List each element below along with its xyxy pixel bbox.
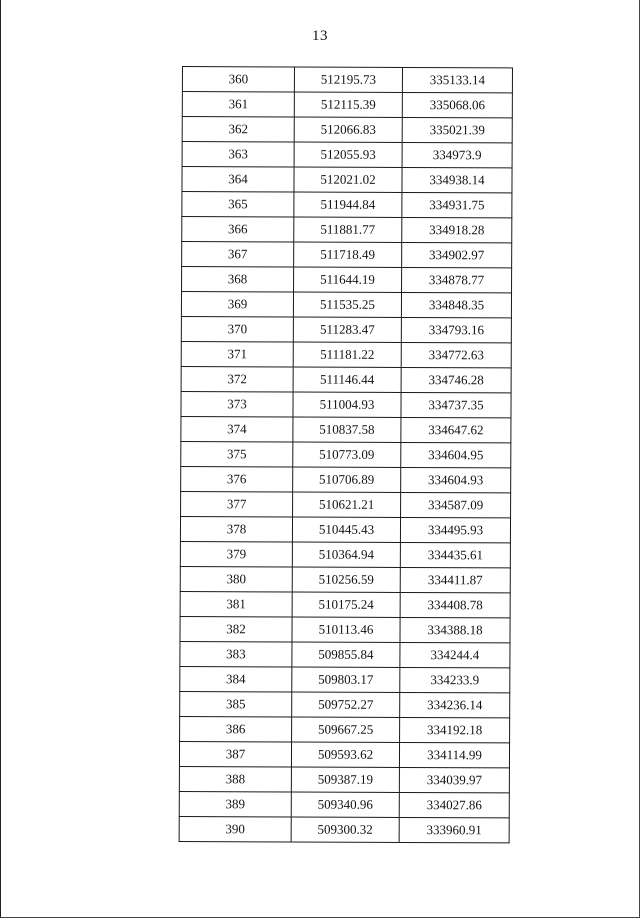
table-row <box>181 466 511 492</box>
x-coordinate-cell: 510364.94 <box>292 542 400 567</box>
point-number-cell: 361 <box>182 92 294 117</box>
x-coordinate-cell: 512195.73 <box>294 67 402 92</box>
x-coordinate-cell: 511004.93 <box>293 392 401 417</box>
point-number-cell: 384 <box>180 666 292 691</box>
x-coordinate-cell: 512066.83 <box>294 117 402 142</box>
table-row <box>181 292 511 318</box>
table-row <box>181 316 511 342</box>
table-row <box>179 816 509 842</box>
point-number-cell: 386 <box>180 716 292 741</box>
point-number-cell: 389 <box>179 791 291 816</box>
y-coordinate-cell: 334604.95 <box>401 442 511 467</box>
table-row <box>182 267 512 293</box>
point-number-cell: 383 <box>180 641 292 666</box>
x-coordinate-cell: 511535.25 <box>293 292 401 317</box>
x-coordinate-cell: 511181.22 <box>293 342 401 367</box>
table-row <box>180 641 510 667</box>
point-number-cell: 366 <box>182 217 294 242</box>
x-coordinate-cell: 510621.21 <box>293 492 401 517</box>
y-coordinate-cell: 334772.63 <box>401 342 511 367</box>
table-row <box>180 691 510 717</box>
table-row <box>180 591 510 617</box>
point-number-cell: 369 <box>181 292 293 317</box>
y-coordinate-cell: 334244.4 <box>400 642 510 667</box>
y-coordinate-cell: 334388.18 <box>400 617 510 642</box>
x-coordinate-cell: 509855.84 <box>292 642 400 667</box>
x-coordinate-cell: 510113.46 <box>292 617 400 642</box>
y-coordinate-cell: 334236.14 <box>400 692 510 717</box>
point-number-cell: 381 <box>180 591 292 616</box>
point-number-cell: 370 <box>181 316 293 341</box>
x-coordinate-cell: 510256.59 <box>292 567 400 592</box>
x-coordinate-cell: 510175.24 <box>292 592 400 617</box>
table-row <box>182 217 512 243</box>
point-number-cell: 378 <box>180 516 292 541</box>
y-coordinate-cell: 334848.35 <box>401 292 511 317</box>
point-number-cell: 387 <box>179 741 291 766</box>
table-row <box>179 791 509 817</box>
y-coordinate-cell: 334027.86 <box>399 792 509 817</box>
point-number-cell: 379 <box>180 541 292 566</box>
y-coordinate-cell: 334408.78 <box>400 592 510 617</box>
x-coordinate-cell: 511944.84 <box>294 192 402 217</box>
x-coordinate-cell: 511881.77 <box>294 217 402 242</box>
y-coordinate-cell: 334587.09 <box>401 492 511 517</box>
table-row <box>179 766 509 792</box>
y-coordinate-cell: 334918.28 <box>402 217 512 242</box>
y-coordinate-cell: 334411.87 <box>400 567 510 592</box>
table-row <box>180 666 510 692</box>
x-coordinate-cell: 512055.93 <box>294 142 402 167</box>
y-coordinate-cell: 334233.9 <box>400 667 510 692</box>
table-row <box>182 142 512 168</box>
page-number: 13 <box>312 28 328 44</box>
point-number-cell: 363 <box>182 142 294 167</box>
point-number-cell: 371 <box>181 341 293 366</box>
point-number-cell: 373 <box>181 391 293 416</box>
x-coordinate-cell: 512115.39 <box>294 92 402 117</box>
table-row <box>180 566 510 592</box>
point-number-cell: 372 <box>181 366 293 391</box>
point-number-cell: 365 <box>182 192 294 217</box>
point-number-cell: 390 <box>179 816 291 841</box>
y-coordinate-cell: 334604.93 <box>401 467 511 492</box>
y-coordinate-cell: 333960.91 <box>399 817 509 842</box>
y-coordinate-cell: 334495.93 <box>400 517 510 542</box>
y-coordinate-cell: 335068.06 <box>402 92 512 117</box>
x-coordinate-cell: 509752.27 <box>292 692 400 717</box>
table-row <box>180 616 510 642</box>
point-number-cell: 364 <box>182 167 294 192</box>
table-row <box>181 366 511 392</box>
coordinates-table <box>179 66 513 843</box>
point-number-cell: 367 <box>182 242 294 267</box>
y-coordinate-cell: 334192.18 <box>400 717 510 742</box>
table-row <box>180 541 510 567</box>
x-coordinate-cell: 509803.17 <box>292 667 400 692</box>
table-row <box>181 416 511 442</box>
table-row <box>181 391 511 417</box>
point-number-cell: 377 <box>181 491 293 516</box>
table-row <box>182 192 512 218</box>
x-coordinate-cell: 511283.47 <box>293 317 401 342</box>
x-coordinate-cell: 510706.89 <box>293 467 401 492</box>
x-coordinate-cell: 509340.96 <box>291 792 399 817</box>
y-coordinate-cell: 334114.99 <box>399 742 509 767</box>
table-row <box>182 67 512 93</box>
point-number-cell: 380 <box>180 566 292 591</box>
x-coordinate-cell: 511146.44 <box>293 367 401 392</box>
point-number-cell: 360 <box>182 67 294 92</box>
y-coordinate-cell: 334435.61 <box>400 542 510 567</box>
table-row <box>182 92 512 118</box>
table-row <box>181 491 511 517</box>
table-row <box>182 242 512 268</box>
point-number-cell: 376 <box>181 466 293 491</box>
y-coordinate-cell: 334938.14 <box>402 167 512 192</box>
point-number-cell: 388 <box>179 766 291 791</box>
point-number-cell: 375 <box>181 441 293 466</box>
y-coordinate-cell: 334647.62 <box>401 417 511 442</box>
point-number-cell: 382 <box>180 616 292 641</box>
point-number-cell: 362 <box>182 117 294 142</box>
point-number-cell: 374 <box>181 416 293 441</box>
table-row <box>182 167 512 193</box>
table-row <box>181 441 511 467</box>
y-coordinate-cell: 335021.39 <box>402 117 512 142</box>
x-coordinate-cell: 510773.09 <box>293 442 401 467</box>
y-coordinate-cell: 334973.9 <box>402 142 512 167</box>
x-coordinate-cell: 509300.32 <box>291 817 399 842</box>
y-coordinate-cell: 334793.16 <box>401 317 511 342</box>
table-row <box>180 716 510 742</box>
table-row <box>182 117 512 143</box>
x-coordinate-cell: 512021.02 <box>294 167 402 192</box>
x-coordinate-cell: 509667.25 <box>292 717 400 742</box>
y-coordinate-cell: 334902.97 <box>402 242 512 267</box>
y-coordinate-cell: 335133.14 <box>402 67 512 92</box>
y-coordinate-cell: 334039.97 <box>399 767 509 792</box>
table-row <box>180 516 510 542</box>
y-coordinate-cell: 334931.75 <box>402 192 512 217</box>
x-coordinate-cell: 511644.19 <box>294 267 402 292</box>
y-coordinate-cell: 334746.28 <box>401 367 511 392</box>
x-coordinate-cell: 511718.49 <box>294 242 402 267</box>
x-coordinate-cell: 509387.19 <box>291 767 399 792</box>
table-row <box>181 341 511 367</box>
coordinates-table-body <box>179 67 512 843</box>
y-coordinate-cell: 334737.35 <box>401 392 511 417</box>
x-coordinate-cell: 510445.43 <box>292 517 400 542</box>
point-number-cell: 385 <box>180 691 292 716</box>
x-coordinate-cell: 510837.58 <box>293 417 401 442</box>
point-number-cell: 368 <box>182 267 294 292</box>
x-coordinate-cell: 509593.62 <box>291 742 399 767</box>
y-coordinate-cell: 334878.77 <box>402 267 512 292</box>
table-row <box>179 741 509 767</box>
